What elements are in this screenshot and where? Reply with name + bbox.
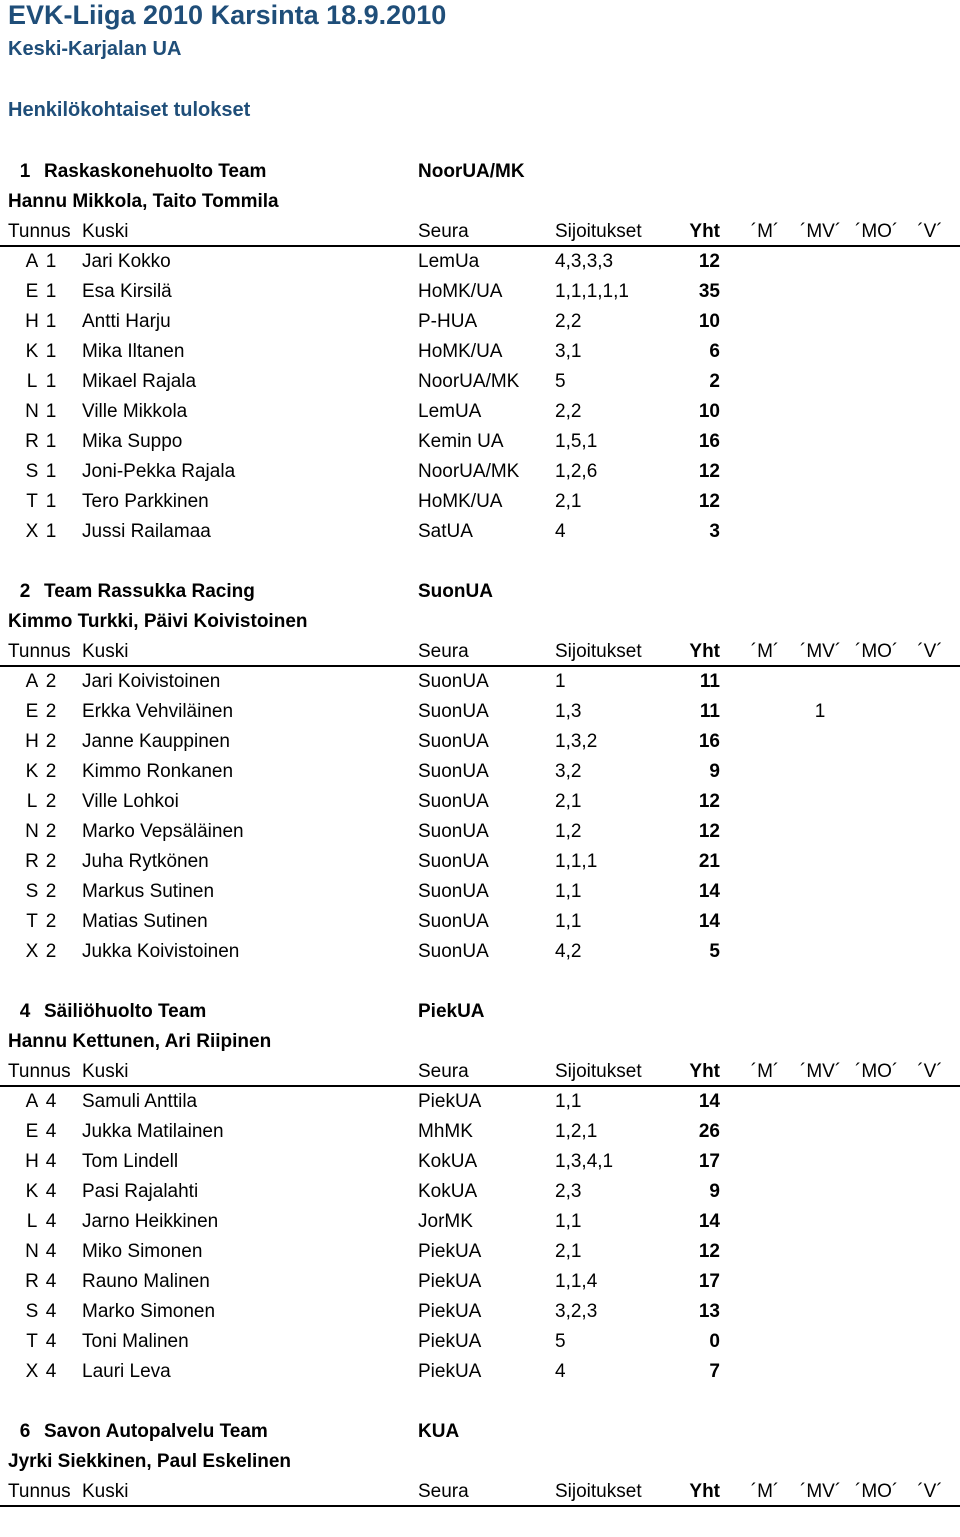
row-placements: 5 [555,371,566,392]
row-class-letter: T [26,491,38,512]
row-placements: 1,2,6 [555,461,598,482]
team-drivers [0,187,960,217]
col-header-mv: ´MV´ [800,641,842,662]
table-row [0,727,960,757]
table-row [0,427,960,457]
team-club: KUA [418,1421,460,1442]
row-club: KokUA [418,1181,478,1202]
row-driver: Esa Kirsilä [82,281,172,302]
row-placements: 1,1 [555,1211,582,1232]
row-class-letter: E [25,1121,39,1142]
row-driver: Matias Sutinen [82,911,208,932]
team-header [0,577,960,607]
col-header-seura: Seura [418,641,469,662]
col-header-mo: ´MO´ [855,1061,899,1082]
row-team-number: 1 [45,371,57,392]
table-row [0,1357,960,1387]
row-driver: Jari Kokko [82,251,171,272]
row-team-number: 2 [45,791,57,812]
row-class-letter: A [25,671,39,692]
row-total: 26 [698,1121,720,1142]
row-team-number: 4 [45,1361,57,1382]
row-team-number: 1 [45,491,57,512]
row-club: PiekUA [418,1241,482,1262]
row-club: P-HUA [418,311,478,332]
row-placements: 2,2 [555,401,582,422]
row-placements: 5 [555,1331,566,1352]
team-number: 4 [19,1001,31,1022]
col-header-mo: ´MO´ [855,221,899,242]
table-row [0,277,960,307]
row-placements: 2,1 [555,1241,582,1262]
row-driver: Ville Mikkola [82,401,188,422]
row-driver: Tom Lindell [82,1151,179,1172]
row-mv: 1 [814,701,826,722]
row-total: 12 [698,821,720,842]
row-class-letter: H [25,311,39,332]
row-total: 13 [698,1301,720,1322]
table-header-row [0,1477,960,1507]
row-total: 21 [698,851,720,872]
row-driver: Marko Vepsäläinen [82,821,244,842]
row-team-number: 1 [45,461,57,482]
row-team-number: 4 [45,1181,57,1202]
row-placements: 1,1,1,1,1 [555,281,629,302]
table-row [0,877,960,907]
table-header-row [0,217,960,247]
table-header-row [0,1057,960,1087]
row-class-letter: A [25,251,39,272]
row-class-letter: R [25,851,39,872]
table-row [0,1237,960,1267]
row-class-letter: H [25,731,39,752]
row-team-number: 2 [45,761,57,782]
col-header-kuski: Kuski [82,1061,129,1082]
row-total: 12 [698,791,720,812]
row-team-number: 4 [45,1121,57,1142]
row-class-letter: A [25,1091,39,1112]
table-row [0,397,960,427]
col-header-kuski: Kuski [82,641,129,662]
table-row [0,937,960,967]
row-driver: Mika Suppo [82,431,183,452]
row-driver: Jussi Railamaa [82,521,211,542]
row-placements: 1,1,4 [555,1271,598,1292]
row-class-letter: R [25,1271,39,1292]
row-club: PiekUA [418,1091,482,1112]
table-header-row [0,637,960,667]
row-driver: Markus Sutinen [82,881,215,902]
row-class-letter: S [25,1301,39,1322]
team-header [0,997,960,1027]
team-drivers-text: Hannu Kettunen, Ari Riipinen [8,1031,272,1052]
row-driver: Toni Malinen [82,1331,189,1352]
row-total: 6 [709,341,720,362]
row-club: LemUa [418,251,480,272]
table-row [0,247,960,277]
row-placements: 1,5,1 [555,431,598,452]
row-placements: 2,3 [555,1181,582,1202]
row-driver: Antti Harju [82,311,171,332]
row-club: SuonUA [418,881,489,902]
row-team-number: 4 [45,1301,57,1322]
table-row [0,367,960,397]
team-drivers-text: Kimmo Turkki, Päivi Koivistoinen [8,611,308,632]
row-club: MhMK [418,1121,473,1142]
row-club: JorMK [418,1211,473,1232]
col-header-tunnus: Tunnus [8,641,71,662]
row-team-number: 2 [45,731,57,752]
row-team-number: 1 [45,251,57,272]
team-number: 6 [19,1421,31,1442]
row-driver: Tero Parkkinen [82,491,209,512]
table-row [0,757,960,787]
row-club: Kemin UA [418,431,504,452]
team-name: Säiliöhuolto Team [44,1001,207,1022]
row-club: SuonUA [418,851,489,872]
row-club: PiekUA [418,1271,482,1292]
page-subtitle: Keski-Karjalan UA [8,38,182,60]
col-header-mv: ´MV´ [800,1061,842,1082]
row-placements: 4,2 [555,941,582,962]
row-class-letter: E [25,701,39,722]
row-total: 2 [709,371,720,392]
row-class-letter: K [25,761,39,782]
team-number: 1 [19,161,31,182]
table-row [0,1117,960,1147]
table-row [0,697,960,727]
row-total: 17 [698,1151,720,1172]
col-header-v: ´V´ [917,1481,943,1502]
row-club: PiekUA [418,1361,482,1382]
row-class-letter: X [25,941,39,962]
row-class-letter: K [25,341,39,362]
row-total: 10 [698,401,720,422]
col-header-mv: ´MV´ [800,221,842,242]
team-drivers [0,1027,960,1057]
table-row [0,1147,960,1177]
col-header-v: ´V´ [917,221,943,242]
row-club: PiekUA [418,1331,482,1352]
row-team-number: 4 [45,1331,57,1352]
col-header-mv: ´MV´ [800,1481,842,1502]
col-header-sijoitukset: Sijoitukset [555,1481,642,1502]
row-class-letter: N [25,821,39,842]
row-club: SuonUA [418,791,489,812]
team-block [0,1417,960,1507]
row-class-letter: H [25,1151,39,1172]
row-team-number: 4 [45,1151,57,1172]
table-row [0,817,960,847]
col-header-sijoitukset: Sijoitukset [555,1061,642,1082]
row-placements: 1,1 [555,1091,582,1112]
row-class-letter: T [26,1331,38,1352]
table-row [0,787,960,817]
team-drivers [0,607,960,637]
team-drivers-text: Hannu Mikkola, Taito Tommila [8,191,279,212]
row-team-number: 1 [45,401,57,422]
col-header-seura: Seura [418,221,469,242]
row-club: SuonUA [418,821,489,842]
team-name: Savon Autopalvelu Team [44,1421,268,1442]
row-team-number: 4 [45,1091,57,1112]
table-row [0,337,960,367]
col-header-mo: ´MO´ [855,641,899,662]
col-header-mo: ´MO´ [855,1481,899,1502]
row-club: LemUA [418,401,482,422]
row-club: NoorUA/MK [418,371,520,392]
row-club: HoMK/UA [418,281,503,302]
row-club: SuonUA [418,761,489,782]
table-row [0,907,960,937]
col-header-kuski: Kuski [82,1481,129,1502]
row-team-number: 2 [45,851,57,872]
row-team-number: 2 [45,881,57,902]
row-placements: 3,2 [555,761,582,782]
row-club: KokUA [418,1151,478,1172]
row-club: SatUA [418,521,473,542]
col-header-m: ´M´ [750,221,780,242]
row-team-number: 4 [45,1211,57,1232]
row-total: 10 [698,311,720,332]
row-placements: 1,3 [555,701,582,722]
team-block [0,577,960,967]
col-header-kuski: Kuski [82,221,129,242]
team-results [0,157,960,1537]
col-header-sijoitukset: Sijoitukset [555,221,642,242]
row-driver: Kimmo Ronkanen [82,761,234,782]
row-team-number: 2 [45,701,57,722]
row-total: 14 [698,1091,720,1112]
col-header-yht: Yht [689,1061,720,1082]
row-placements: 2,1 [555,791,582,812]
row-placements: 2,2 [555,311,582,332]
row-placements: 1 [555,671,566,692]
table-row [0,847,960,877]
row-placements: 1,1,1 [555,851,598,872]
row-placements: 4 [555,1361,566,1382]
row-driver: Rauno Malinen [82,1271,210,1292]
row-total: 14 [698,881,720,902]
team-club: PiekUA [418,1001,485,1022]
table-row [0,1267,960,1297]
row-team-number: 4 [45,1241,57,1262]
row-class-letter: S [25,461,39,482]
table-row [0,1297,960,1327]
team-drivers-text: Jyrki Siekkinen, Paul Eskelinen [8,1451,292,1472]
team-drivers [0,1447,960,1477]
page-title: EVK-Liiga 2010 Karsinta 18.9.2010 [8,0,447,30]
row-driver: Joni-Pekka Rajala [82,461,236,482]
row-team-number: 1 [45,311,57,332]
row-placements: 3,1 [555,341,582,362]
team-name: Raskaskonehuolto Team [44,161,267,182]
row-driver: Jukka Koivistoinen [82,941,240,962]
row-club: NoorUA/MK [418,461,520,482]
row-placements: 1,3,2 [555,731,598,752]
table-row [0,1327,960,1357]
row-class-letter: R [25,431,39,452]
col-header-m: ´M´ [750,1481,780,1502]
row-team-number: 1 [45,521,57,542]
row-total: 12 [698,251,720,272]
table-row [0,1177,960,1207]
row-team-number: 2 [45,821,57,842]
row-placements: 1,2 [555,821,582,842]
row-driver: Jarno Heikkinen [82,1211,219,1232]
row-class-letter: L [26,791,38,812]
table-row [0,487,960,517]
row-team-number: 2 [45,671,57,692]
team-club: SuonUA [418,581,493,602]
row-driver: Samuli Anttila [82,1091,198,1112]
row-total: 16 [698,431,720,452]
row-total: 12 [698,461,720,482]
row-class-letter: T [26,911,38,932]
row-class-letter: X [25,521,39,542]
row-club: PiekUA [418,1301,482,1322]
row-class-letter: L [26,371,38,392]
row-driver: Jukka Matilainen [82,1121,224,1142]
table-row [0,1207,960,1237]
row-driver: Erkka Vehviläinen [82,701,234,722]
row-club: HoMK/UA [418,341,503,362]
row-placements: 1,2,1 [555,1121,598,1142]
row-total: 11 [699,671,720,692]
col-header-tunnus: Tunnus [8,221,71,242]
row-driver: Jari Koivistoinen [82,671,221,692]
row-team-number: 1 [45,431,57,452]
row-driver: Miko Simonen [82,1241,203,1262]
col-header-m: ´M´ [750,641,780,662]
team-header [0,1417,960,1447]
row-placements: 3,2,3 [555,1301,598,1322]
table-row [0,457,960,487]
row-placements: 1,1 [555,911,582,932]
row-placements: 4,3,3,3 [555,251,614,272]
row-total: 3 [709,521,720,542]
col-header-m: ´M´ [750,1061,780,1082]
row-team-number: 1 [45,341,57,362]
team-header [0,157,960,187]
row-placements: 4 [555,521,566,542]
row-total: 5 [709,941,720,962]
col-header-tunnus: Tunnus [8,1061,71,1082]
team-block [0,157,960,547]
row-club: HoMK/UA [418,491,503,512]
col-header-yht: Yht [689,641,720,662]
col-header-seura: Seura [418,1061,469,1082]
row-placements: 1,3,4,1 [555,1151,614,1172]
team-number: 2 [19,581,31,602]
col-header-sijoitukset: Sijoitukset [555,641,642,662]
row-total: 7 [709,1361,720,1382]
row-class-letter: E [25,281,39,302]
col-header-tunnus: Tunnus [8,1481,71,1502]
col-header-seura: Seura [418,1481,469,1502]
row-class-letter: N [25,1241,39,1262]
row-total: 16 [698,731,720,752]
row-club: SuonUA [418,941,489,962]
row-club: SuonUA [418,671,489,692]
row-team-number: 2 [45,911,57,932]
row-club: SuonUA [418,911,489,932]
section-heading: Henkilökohtaiset tulokset [8,99,251,121]
row-driver: Lauri Leva [82,1361,171,1382]
row-driver: Ville Lohkoi [82,791,179,812]
row-placements: 2,1 [555,491,582,512]
row-total: 12 [698,491,720,512]
row-driver: Mika Iltanen [82,341,185,362]
team-name: Team Rassukka Racing [44,581,255,602]
row-club: SuonUA [418,731,489,752]
table-row [0,1087,960,1117]
row-total: 9 [709,761,720,782]
col-header-v: ´V´ [917,641,943,662]
row-class-letter: L [26,1211,38,1232]
row-total: 14 [698,911,720,932]
row-team-number: 4 [45,1271,57,1292]
col-header-yht: Yht [689,1481,720,1502]
table-row [0,517,960,547]
row-class-letter: N [25,401,39,422]
row-placements: 1,1 [555,881,582,902]
row-club: SuonUA [418,701,489,722]
row-driver: Pasi Rajalahti [82,1181,199,1202]
team-club: NoorUA/MK [418,161,525,182]
row-team-number: 2 [45,941,57,962]
team-block [0,997,960,1387]
table-row [0,667,960,697]
row-class-letter: S [25,881,39,902]
row-team-number: 1 [45,281,57,302]
row-total: 12 [698,1241,720,1262]
row-driver: Janne Kauppinen [82,731,230,752]
row-total: 9 [709,1181,720,1202]
row-driver: Marko Simonen [82,1301,216,1322]
row-class-letter: X [25,1361,39,1382]
row-driver: Juha Rytkönen [82,851,209,872]
col-header-v: ´V´ [917,1061,943,1082]
row-total: 0 [709,1331,720,1352]
col-header-yht: Yht [689,221,720,242]
row-class-letter: K [25,1181,39,1202]
row-total: 17 [698,1271,720,1292]
row-total: 35 [698,281,720,302]
row-driver: Mikael Rajala [82,371,197,392]
row-total: 14 [698,1211,720,1232]
row-total: 11 [699,701,720,722]
table-row [0,307,960,337]
